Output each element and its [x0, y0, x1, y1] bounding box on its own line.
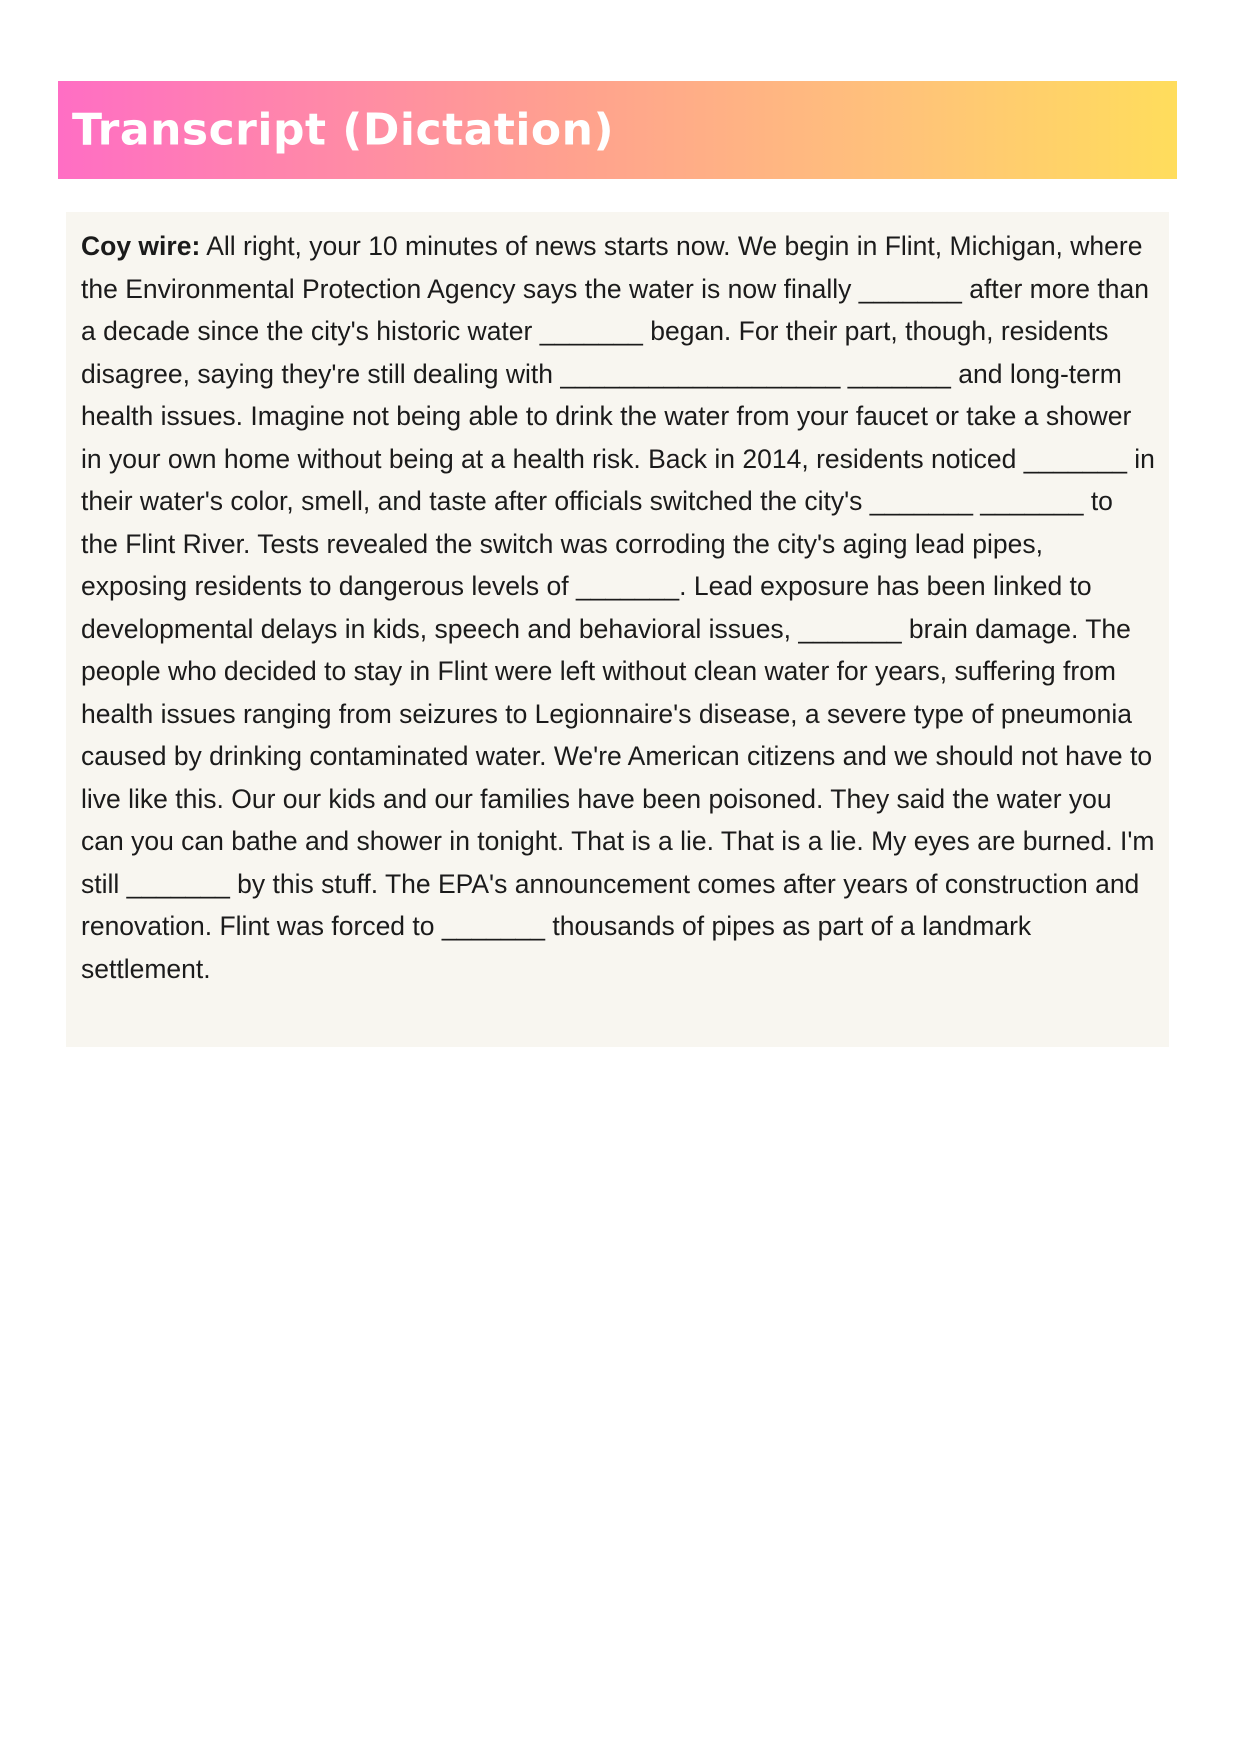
- transcript-box: [66, 212, 1169, 1047]
- page-title: Transcript (Dictation): [72, 104, 615, 156]
- header-banner: [58, 81, 1177, 179]
- transcript-body: All right, your 10 minutes of news starts now. We begin in Flint, Michigan, where the Environmental Protection Agency says the water is now finally _______ after more than a decade since the city's historic water _______ began. For their part, though, residents disagree, saying they're still dealing with ___________________ _______ and long-term health issues. Imagine not being able to drink the water from your faucet or take a shower in your own home without being at a health risk. Back in 2014, residents noticed _______ in their water's color, smell, and taste after officials switched the city's _______ _______ to the Flint River. Tests revealed the switch was corroding the city's aging lead pipes, exposing residents to dangerous levels of _______. Lead exposure has been linked to developmental delays in kids, speech and behavioral issues, _______ brain damage. The people who decided to stay in Flint were left without clean water for years, suffering from health issues ranging from seizures to Legionnaire's disease, a severe type of pneumonia caused by drinking contaminated water. We're American citizens and we should not have to live like this. Our our kids and our families have been poisoned. They said the water you can you can bathe and shower in tonight. That is a lie. That is a lie. My eyes are burned. I'm still _______ by this stuff. The EPA's announcement comes after years of construction and renovation. Flint was forced to _______ thousands of pipes as part of a landmark settlement.: [81, 231, 1155, 984]
- speaker-name: Coy wire:: [81, 231, 201, 261]
- transcript-paragraph: [81, 225, 1155, 990]
